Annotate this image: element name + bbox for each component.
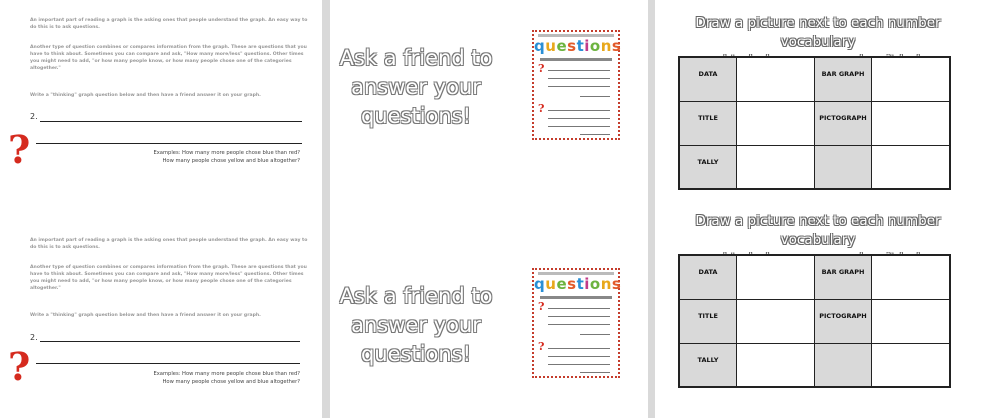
answer-line <box>40 121 302 122</box>
example-1: Examples: How many more people chose blue than red? <box>153 150 300 156</box>
questions-letter: o <box>589 37 601 55</box>
question-mark-icon: ? <box>8 344 31 389</box>
questions-letter: n <box>600 275 612 293</box>
drawing-box[interactable] <box>872 343 951 387</box>
questions-letter: t <box>576 37 585 55</box>
questions-letter: q <box>534 37 546 55</box>
vocab-word-tally: TALLY <box>679 145 737 189</box>
write-instructions: Write a "thinking" graph question below and then have a friend answer it on your graph. <box>30 93 261 98</box>
answer-line <box>40 341 300 342</box>
questions-letter: u <box>545 275 557 293</box>
ask-friend-heading <box>336 44 496 131</box>
vocab-word-tally: TALLY <box>679 343 737 387</box>
question-mark-icon: ? <box>538 340 545 353</box>
vocab-word-pictograph: PICTOGRAPH <box>815 299 872 343</box>
ask-line-1: Ask a friend to <box>339 284 493 308</box>
ask-line-2: answer your <box>351 313 481 337</box>
drawing-box[interactable] <box>737 299 815 343</box>
intro-text: An important part of reading a graph is the asking ones that people understand the graph. An easy way to do this is to ask questions. <box>30 18 308 30</box>
questions-letter: e <box>556 37 568 55</box>
drawing-box[interactable] <box>737 255 815 299</box>
questions-letter: q <box>534 275 546 293</box>
question-mark-icon: ? <box>8 127 31 172</box>
drawing-box[interactable] <box>737 343 815 387</box>
question-mark-icon: ? <box>538 102 545 115</box>
questions-letter: i <box>584 37 590 55</box>
vocab-title-line-1: Draw a picture next to each number vocabulary <box>695 15 941 50</box>
vocab-table <box>678 56 951 190</box>
drawing-box[interactable] <box>872 145 951 189</box>
drawing-box[interactable] <box>872 255 951 299</box>
questions-letter: u <box>545 37 557 55</box>
answer-line <box>36 363 300 364</box>
drawing-box[interactable] <box>872 101 951 145</box>
question-mark-icon: ? <box>538 62 545 75</box>
drawing-box[interactable] <box>872 299 951 343</box>
ask-friend-page <box>330 0 648 418</box>
intro-text: An important part of reading a graph is the asking ones that people understand the graph. An easy way to do this is to ask questions. <box>30 238 308 250</box>
write-instructions: Write a "thinking" graph question below and then have a friend answer it on your graph. <box>30 313 261 318</box>
vocab-word-data: DATA <box>679 255 737 299</box>
example-2: How many people chose yellow and blue altogether? <box>162 158 300 164</box>
ask-line-3: questions! <box>360 104 472 128</box>
vocab-word-bar-graph: BAR GRAPH <box>815 57 872 101</box>
ask-line-1: Ask a friend to <box>339 46 493 70</box>
questions-letter: s <box>567 275 577 293</box>
drawing-box[interactable] <box>737 101 815 145</box>
vocabulary-page <box>655 0 981 418</box>
questions-sheet-thumbnail <box>532 268 620 378</box>
questions-letter: s <box>567 37 577 55</box>
question-number: 2. <box>30 333 38 342</box>
vocab-word-data: DATA <box>679 57 737 101</box>
drawing-box[interactable] <box>872 57 951 101</box>
answer-line <box>36 143 302 144</box>
questions-letter: s <box>611 37 622 55</box>
questions-title <box>534 275 622 293</box>
vocab-table <box>678 254 951 388</box>
empty-label-cell <box>815 145 872 189</box>
ask-line-3: questions! <box>360 342 472 366</box>
another-type-text: Another type of question combines or compares information from the graph. These are questions that you have to think about. Sometimes you can compare and ask, "How many more/less" questions. Other times you might need to add, "or how many people know, or how many people chose one of the categories altogether." <box>30 265 307 291</box>
question-number: 2. <box>30 112 38 121</box>
drawing-box[interactable] <box>737 145 815 189</box>
questions-letter: o <box>589 275 601 293</box>
vocab-word-bar-graph: BAR GRAPH <box>815 255 872 299</box>
ask-line-2: answer your <box>351 75 481 99</box>
questions-title <box>534 37 622 55</box>
drawing-box[interactable] <box>737 57 815 101</box>
empty-label-cell <box>815 343 872 387</box>
worksheet-page <box>0 0 322 418</box>
questions-letter: e <box>556 275 568 293</box>
questions-letter: t <box>576 275 585 293</box>
questions-letter: s <box>611 275 622 293</box>
vocab-word-title: TITLE <box>679 101 737 145</box>
vocab-title-line-1: Draw a picture next to each number vocabulary <box>695 213 941 248</box>
vocab-word-title: TITLE <box>679 299 737 343</box>
questions-letter: i <box>584 275 590 293</box>
questions-letter: n <box>600 37 612 55</box>
another-type-text: Another type of question combines or compares information from the graph. These are questions that you have to think about. Sometimes you can compare and ask, "How many more/less" questions. Other times you might need to add, "or how many people know, or how many people chose one of the categories altogether." <box>30 45 307 71</box>
ask-friend-heading <box>336 282 496 369</box>
vocab-word-pictograph: PICTOGRAPH <box>815 101 872 145</box>
questions-sheet-thumbnail <box>532 30 620 140</box>
example-2: How many people chose yellow and blue altogether? <box>162 379 300 385</box>
example-1: Examples: How many more people chose blue than red? <box>153 371 300 377</box>
question-mark-icon: ? <box>538 300 545 313</box>
